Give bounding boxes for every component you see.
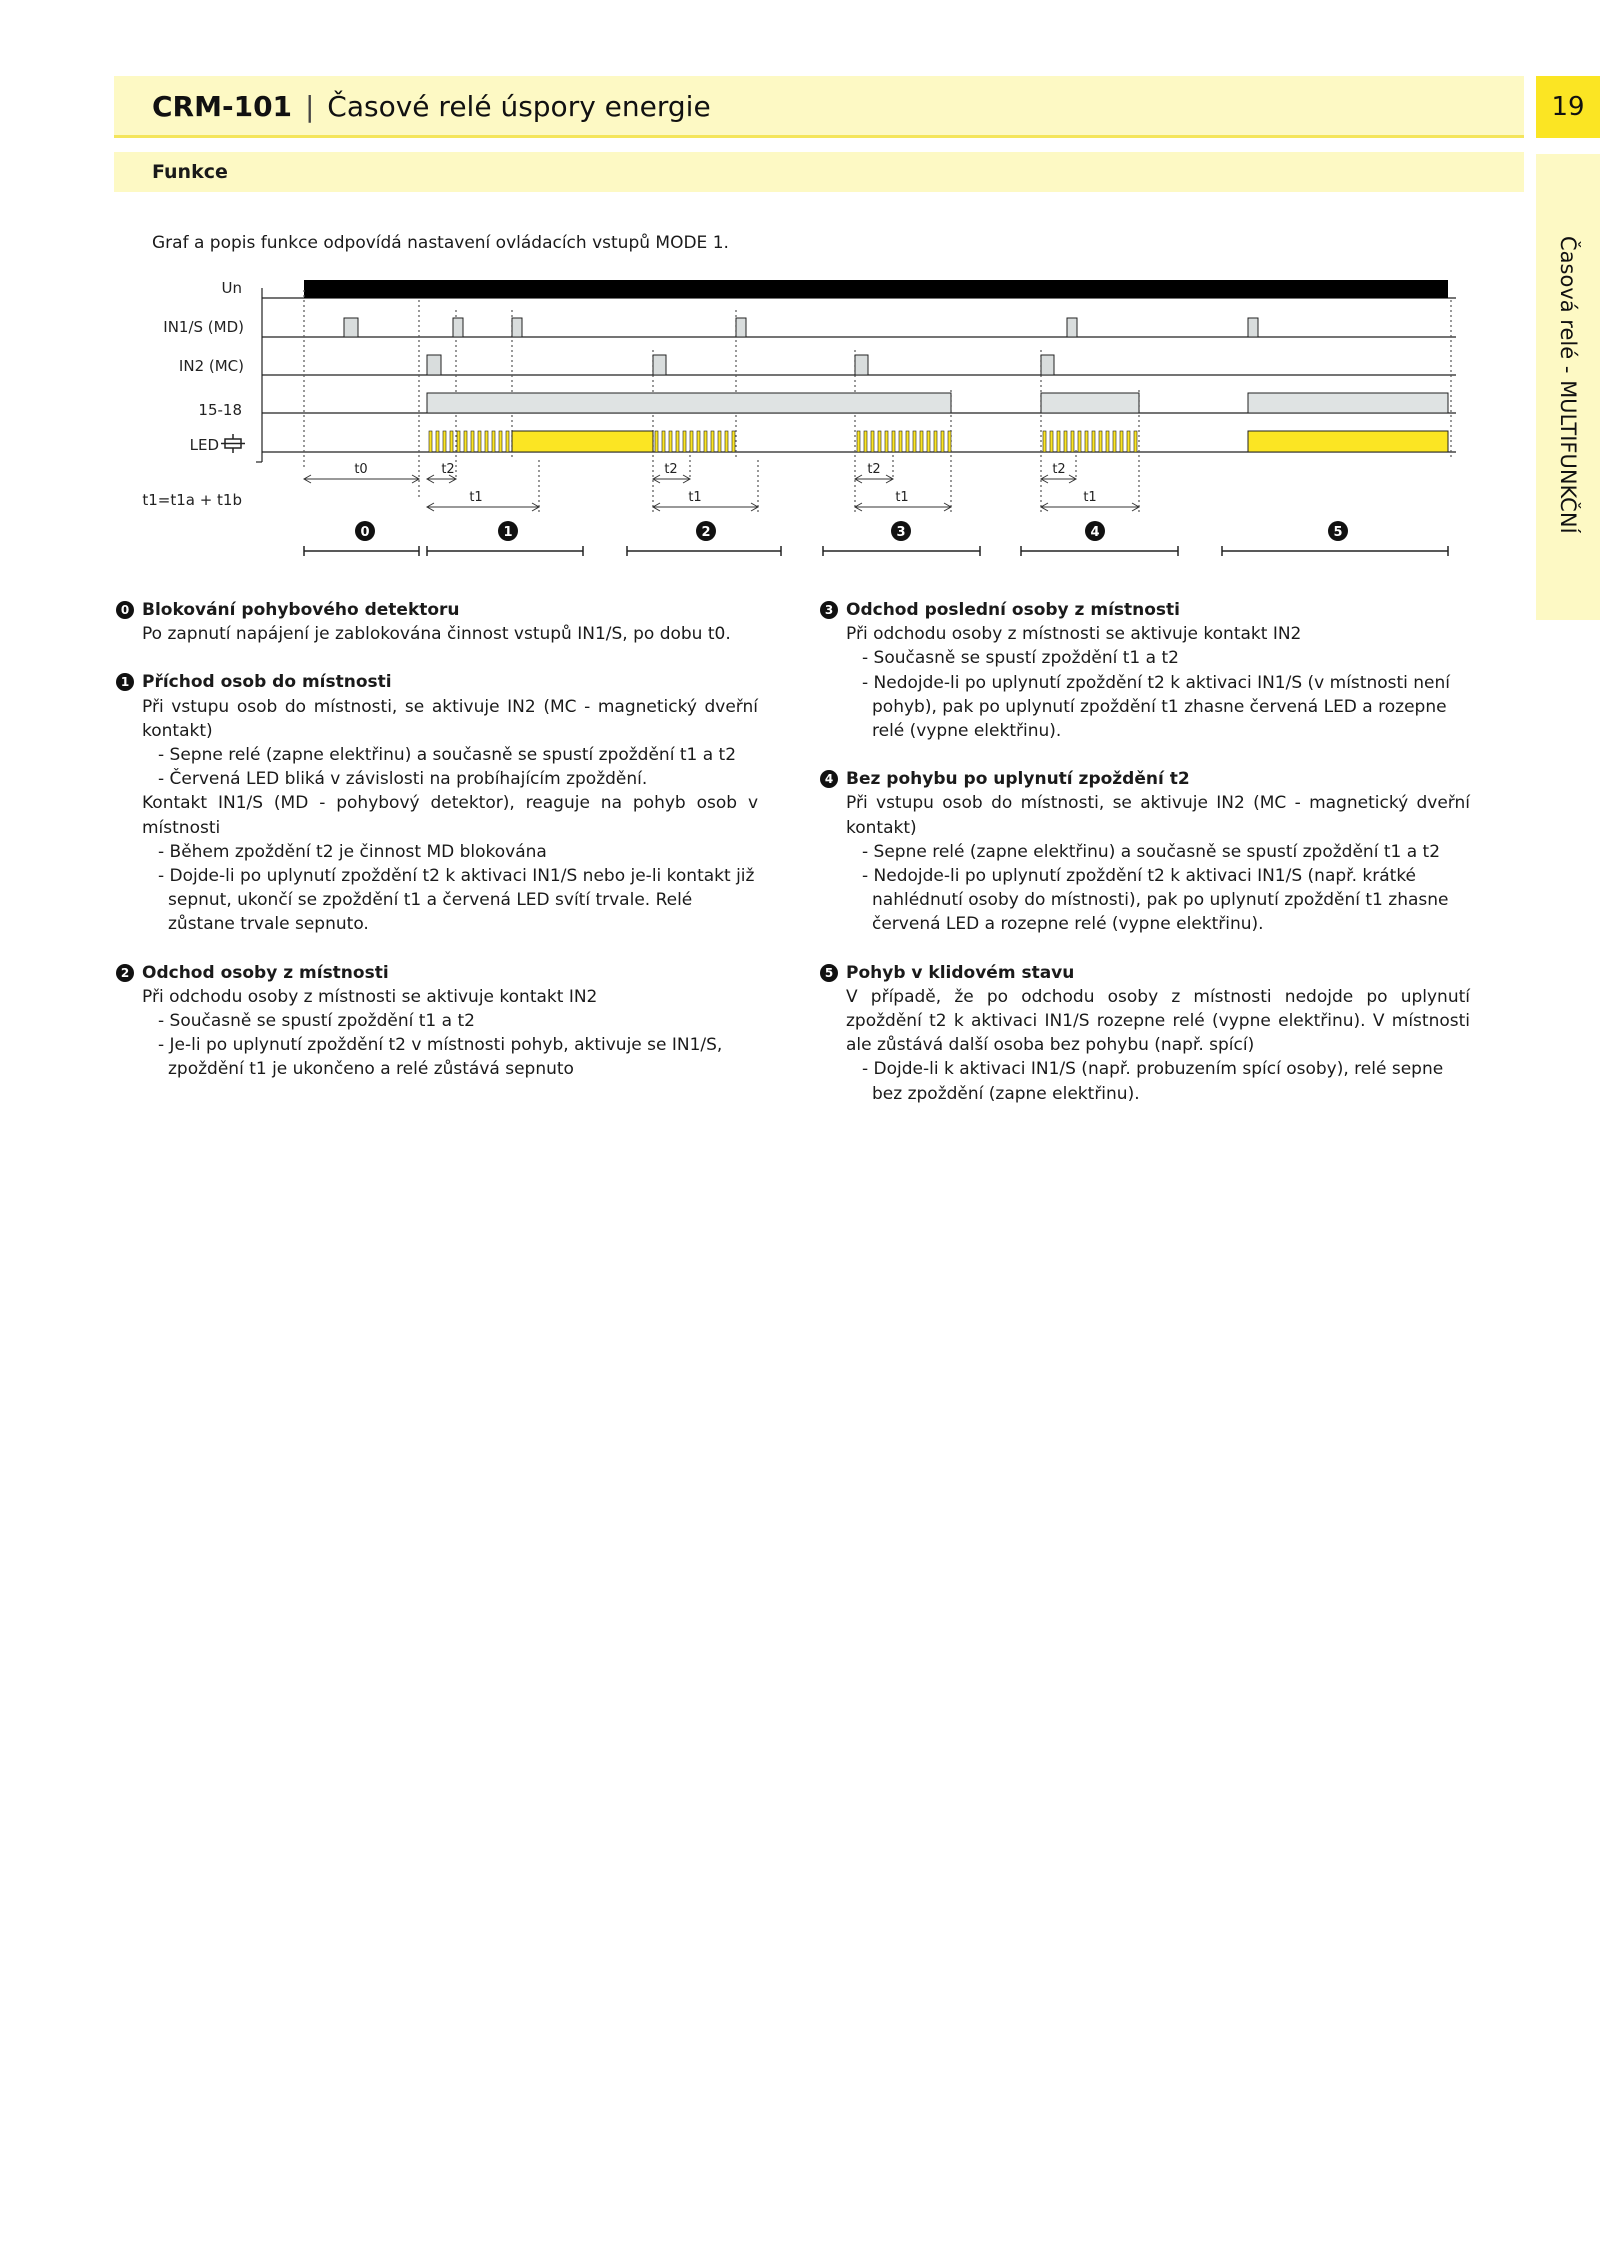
led-blink-tick bbox=[1106, 431, 1109, 452]
relay-output bbox=[427, 393, 1448, 413]
in2-pulses bbox=[427, 355, 1054, 375]
phase-number-0: 0 bbox=[360, 525, 370, 540]
paragraph: Při odchodu osoby z místnosti se aktivuje kontakt IN2 bbox=[142, 986, 598, 1007]
led-blink-tick bbox=[1078, 431, 1081, 452]
section-heading: Pohyb v klidovém stavu bbox=[846, 962, 1075, 983]
led-blink-tick bbox=[885, 431, 888, 452]
title-text: Časové relé úspory energie bbox=[327, 90, 711, 123]
row-label-led: LED bbox=[189, 436, 219, 454]
led-blink-tick bbox=[429, 431, 432, 452]
formula-label: t1=t1a + t1b bbox=[142, 491, 242, 509]
phase-number-2: 2 bbox=[701, 525, 711, 540]
phase-number-5: 5 bbox=[1333, 525, 1343, 540]
led-blink-tick bbox=[1092, 431, 1095, 452]
row-label-un: Un bbox=[221, 279, 242, 297]
bullet-line: - Současně se spustí zpoždění t1 a t2 bbox=[862, 648, 1179, 669]
led-blink-tick bbox=[471, 431, 474, 452]
phase-number-1: 1 bbox=[503, 525, 513, 540]
label-t1-3: t1 bbox=[895, 490, 909, 505]
label-t0: t0 bbox=[354, 462, 368, 477]
paragraph: V případě, že po odchodu osoby z místnosti nedojde po uplynutí zpoždění t2 k aktivaci IN1/S rozepne relé (vypne elektřinu). V místnosti ale zůstává další osoba bez pohybu (např. spící) bbox=[846, 986, 1470, 1056]
led-blink-tick bbox=[1134, 431, 1137, 452]
bullet-line: - Nedojde-li po uplynutí zpoždění t2 k aktivaci IN1/S (např. krátké nahlédnutí osoby do místnosti), pak po uplynutí zpoždění t1 zhasne červená LED a rozepne relé (vypne elektřinu). bbox=[862, 866, 1449, 935]
relay-symbol-icon bbox=[221, 434, 245, 453]
page-number: 19 bbox=[1536, 76, 1600, 138]
section-title: Funkce bbox=[152, 161, 228, 183]
bullet-line: - Sepne relé (zapne elektřinu) a současně se spustí zpoždění t1 a t2 bbox=[862, 841, 1441, 862]
label-t1-2: t1 bbox=[688, 490, 702, 505]
section-number-badge: 4 bbox=[820, 770, 838, 788]
bullet-line: - Současně se spustí zpoždění t1 a t2 bbox=[158, 1011, 475, 1032]
led-blink-tick bbox=[450, 431, 453, 452]
section-heading: Odchod osoby z místnosti bbox=[142, 962, 389, 983]
bullet-line: - Červená LED bliká v závislosti na probíhajícím zpoždění. bbox=[158, 769, 648, 790]
section-5 bbox=[820, 961, 1470, 1106]
led-blink-tick bbox=[478, 431, 481, 452]
bullet-line: - Během zpoždění t2 je činnost MD blokována bbox=[158, 841, 547, 862]
led-blink-tick bbox=[718, 431, 721, 452]
led-blink-tick bbox=[725, 431, 728, 452]
bullet-line: - Sepne relé (zapne elektřinu) a současně se spustí zpoždění t1 a t2 bbox=[158, 745, 737, 766]
led-blink-tick bbox=[1057, 431, 1060, 452]
led-blink-tick bbox=[878, 431, 881, 452]
led-blink-tick bbox=[457, 431, 460, 452]
label-t2-3: t2 bbox=[867, 462, 881, 477]
led-blink-tick bbox=[485, 431, 488, 452]
text-column-left bbox=[116, 598, 758, 1106]
led-blink-tick bbox=[464, 431, 467, 452]
section-1 bbox=[116, 670, 758, 936]
bullet-line: - Dojde-li k aktivaci IN1/S (např. probuzením spící osoby), relé sepne bez zpoždění (zapne elektřinu). bbox=[862, 1059, 1444, 1104]
led-blink-tick bbox=[871, 431, 874, 452]
led-blink-tick bbox=[927, 431, 930, 452]
led-blink-tick bbox=[697, 431, 700, 452]
led-blink-tick bbox=[864, 431, 867, 452]
led-blink-tick bbox=[676, 431, 679, 452]
in1-pulses bbox=[344, 318, 1258, 337]
led-blink-tick bbox=[948, 431, 951, 452]
paragraph: Po zapnutí napájení je zablokována činnost vstupů IN1/S, po dobu t0. bbox=[142, 624, 731, 645]
led-blink-tick bbox=[920, 431, 923, 452]
phase-number-3: 3 bbox=[896, 525, 906, 540]
section-4 bbox=[820, 767, 1470, 936]
led-blink-tick bbox=[683, 431, 686, 452]
led-blink-tick bbox=[899, 431, 902, 452]
section-number-badge: 1 bbox=[116, 673, 134, 691]
led-blink-tick bbox=[690, 431, 693, 452]
led-blink-tick bbox=[711, 431, 714, 452]
paragraph: Při odchodu osoby z místnosti se aktivuje kontakt IN2 bbox=[846, 624, 1302, 645]
label-t2-2: t2 bbox=[664, 462, 678, 477]
supply-bar bbox=[304, 280, 1448, 298]
led-blink-tick bbox=[1120, 431, 1123, 452]
section-heading: Příchod osob do místnosti bbox=[142, 672, 392, 693]
intro-text: Graf a popis funkce odpovídá nastavení ovládacích vstupů MODE 1. bbox=[152, 233, 729, 253]
paragraph: Kontakt IN1/S (MD - pohybový detektor), reaguje na pohyb osob v místnosti bbox=[142, 793, 758, 838]
led-blink-tick bbox=[1113, 431, 1116, 452]
led-blink-tick bbox=[732, 431, 735, 452]
paragraph: Při vstupu osob do místnosti, se aktivuje IN2 (MC - magnetický dveřní kontakt) bbox=[142, 696, 758, 741]
led-blink-tick bbox=[662, 431, 665, 452]
label-t2-1: t2 bbox=[441, 462, 455, 477]
section-3 bbox=[820, 598, 1470, 743]
led-blink-tick bbox=[443, 431, 446, 452]
label-t2-4: t2 bbox=[1052, 462, 1066, 477]
section-number-badge: 0 bbox=[116, 601, 134, 619]
title-separator: | bbox=[304, 90, 315, 123]
section-number-badge: 2 bbox=[116, 964, 134, 982]
bullet-line: - Dojde-li po uplynutí zpoždění t2 k aktivaci IN1/S nebo je-li kontakt již sepnut, ukončí se zpoždění t1 a červená LED svítí trvale. Relé zůstane trvale sepnuto. bbox=[158, 866, 755, 935]
led-blink-tick bbox=[1099, 431, 1102, 452]
row-label-relay: 15-18 bbox=[198, 401, 242, 419]
led-blink-tick bbox=[1127, 431, 1130, 452]
led-blink-tick bbox=[1050, 431, 1053, 452]
led-blink-tick bbox=[1071, 431, 1074, 452]
led-blink-tick bbox=[704, 431, 707, 452]
bullet-line: - Je-li po uplynutí zpoždění t2 v místnosti pohyb, aktivuje se IN1/S, zpoždění t1 je ukončeno a relé zůstává sepnuto bbox=[158, 1035, 723, 1080]
model-name: CRM-101 bbox=[152, 90, 293, 123]
led-blink-tick bbox=[1064, 431, 1067, 452]
section-number-badge: 5 bbox=[820, 964, 838, 982]
led-blink-tick bbox=[892, 431, 895, 452]
led-blink-tick bbox=[1043, 431, 1046, 452]
label-t1-4: t1 bbox=[1083, 490, 1097, 505]
phase-brackets bbox=[304, 546, 1448, 556]
section-heading: Blokování pohybového detektoru bbox=[142, 600, 460, 620]
section-2 bbox=[116, 961, 758, 1082]
dimension-arrows bbox=[304, 475, 1139, 511]
led-blink-tick bbox=[499, 431, 502, 452]
led-blink-tick bbox=[906, 431, 909, 452]
led-blink-tick bbox=[669, 431, 672, 452]
led-blink-tick bbox=[941, 431, 944, 452]
led-blink-tick bbox=[436, 431, 439, 452]
phase-number-4: 4 bbox=[1090, 525, 1100, 540]
timing-diagram bbox=[0, 0, 1600, 600]
led-blink-tick bbox=[857, 431, 860, 452]
led-blink-tick bbox=[913, 431, 916, 452]
row-label-in1: IN1/S (MD) bbox=[163, 318, 244, 336]
section-number-badge: 3 bbox=[820, 601, 838, 619]
bullet-line: - Nedojde-li po uplynutí zpoždění t2 k aktivaci IN1/S (v místnosti není pohyb), pak po uplynutí zpoždění t1 zhasne červená LED a rozepne relé (vypne elektřinu). bbox=[862, 672, 1451, 742]
led-blink-tick bbox=[492, 431, 495, 452]
led-blink-tick bbox=[655, 431, 658, 452]
side-tab-label: Časová relé - MULTIFUNKČNÍ bbox=[1556, 236, 1580, 534]
led-blink-tick bbox=[506, 431, 509, 452]
row-label-in2: IN2 (MC) bbox=[178, 357, 244, 375]
section-heading: Odchod poslední osoby z místnosti bbox=[846, 600, 1181, 620]
led-output bbox=[512, 431, 1448, 452]
paragraph: Při vstupu osob do místnosti, se aktivuje IN2 (MC - magnetický dveřní kontakt) bbox=[846, 793, 1470, 838]
led-blink-tick bbox=[934, 431, 937, 452]
label-t1-1: t1 bbox=[469, 490, 483, 505]
text-column-right bbox=[820, 598, 1470, 1130]
led-blink-tick bbox=[1085, 431, 1088, 452]
section-0 bbox=[116, 598, 758, 646]
section-heading: Bez pohybu po uplynutí zpoždění t2 bbox=[846, 769, 1190, 790]
